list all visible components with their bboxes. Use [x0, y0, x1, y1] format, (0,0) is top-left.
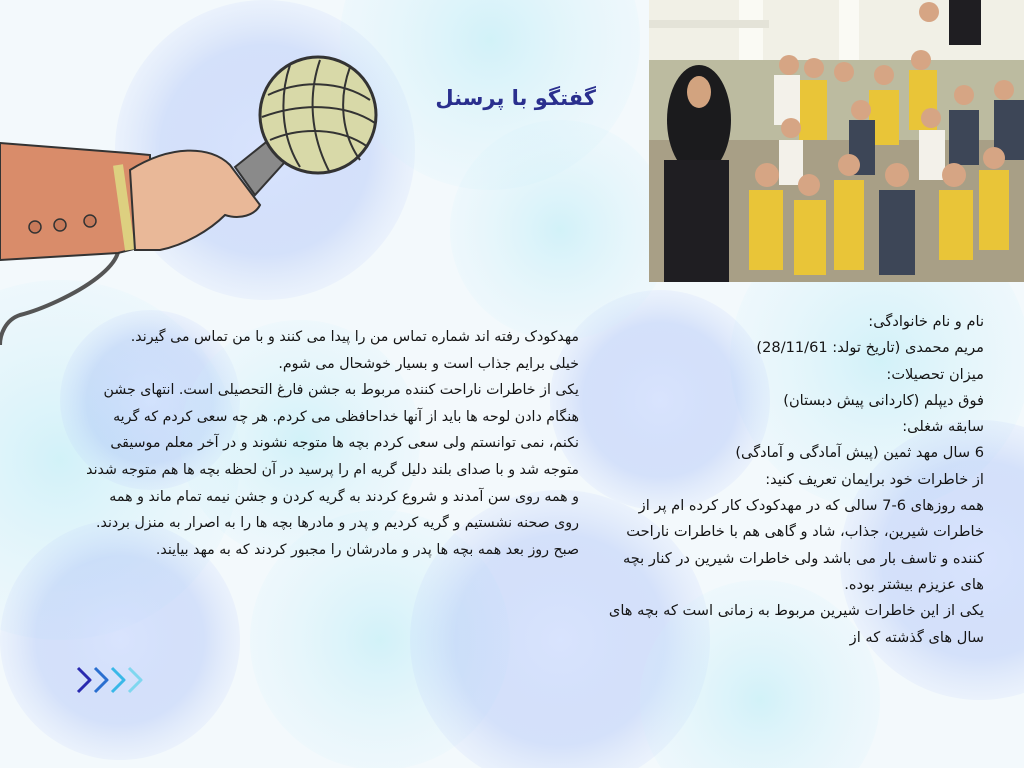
interview-text-left	[86, 324, 579, 563]
hand-microphone-clipart	[0, 55, 400, 355]
paragraph: یکی از خاطرات ناراحت کننده مربوط به جشن فارغ التحصیلی است. انتهای جشن هنگام دادن لوحه ها باید از آنها خداحافظی می کردم. هر چه سعی کردم که گریه نکنم، نمی توانستم ولی سعی کردم بچه ها متوجه نشوند و در آخر معلم موسیقی متوجه شد و با صدای بلند دلیل گریه ام را پرسید در آن لحظه بچه ها هم متوجه شدند و همه روی سن آمدند و شروع کردند به گریه کردن و جشن نیمه تمام ماند و همه روی صحنه نشستیم و گریه کردیم و پدر و مادرها بچه ها را به اصرار به منزل بردند. صبح روز بعد همه بچه ها پدر و مادرشان را مجبور کردند که به مهد بیایند.	[86, 382, 579, 558]
name-value: مریم محمدی (تاریخ تولد: 28/11/61)	[756, 339, 984, 357]
education-label: میزان تحصیلات:	[886, 365, 984, 383]
next-arrows-icon[interactable]	[75, 664, 147, 696]
profile-text-right	[604, 309, 984, 651]
page-title: گفتگو با پرسنل	[435, 86, 596, 110]
group-photo	[649, 0, 1024, 282]
paragraph: مهدکودک رفته اند شماره تماس من را پیدا می کنند و با من تماس می گیرند.	[130, 329, 579, 345]
education-value: فوق دیپلم (کاردانی پیش دبستان)	[783, 391, 984, 409]
memories-answer: همه روزهای 6-7 سالی که در مهدکودک کار کرده ام پر از خاطرات شیرین، جذاب، شاد و گاهی هم با خاطرات ناراحت کننده و تاسف بار می باشد ولی خاطرات شیرین در کنار بچه های عزیزم بیشتر بوده.	[622, 497, 984, 593]
experience-label: سابقه شغلی:	[902, 418, 984, 436]
memories-answer-continued: یکی از این خاطرات شیرین مربوط به زمانی است که بچه های سال های گذشته که از	[608, 602, 984, 646]
memories-question: از خاطرات خود برایمان تعریف کنید:	[765, 470, 984, 488]
name-label: نام و نام خانوادگی:	[868, 313, 984, 330]
experience-value: 6 سال مهد ثمین (پیش آمادگی و آمادگی)	[735, 444, 984, 462]
paragraph: خیلی برایم جذاب است و بسیار خوشحال می شوم.	[278, 355, 579, 372]
